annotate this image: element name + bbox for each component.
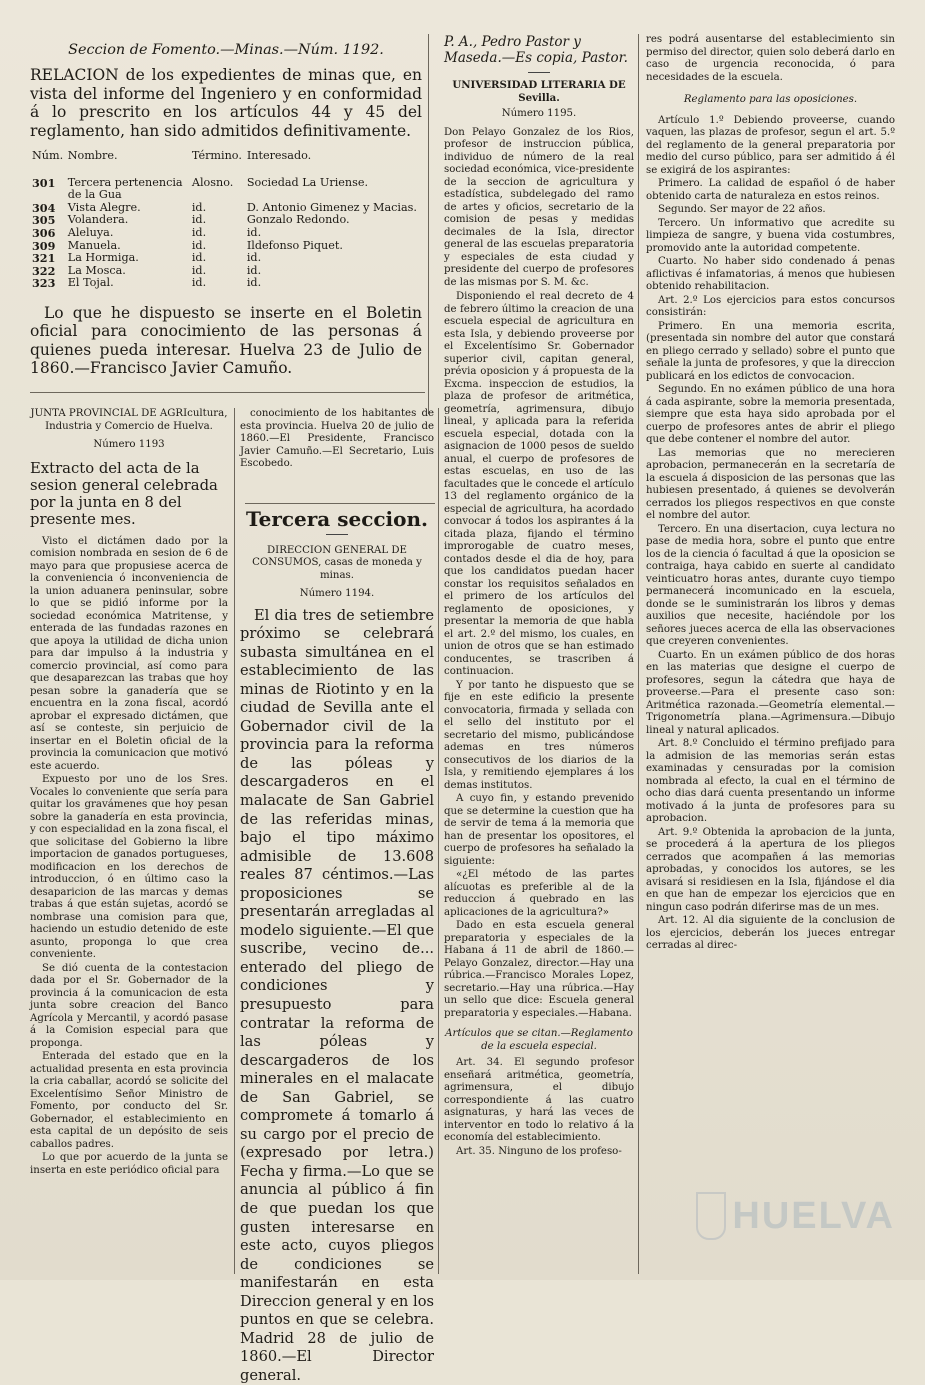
mina-interesado: Sociedad La Uriense. bbox=[245, 177, 422, 202]
col4-paragraph: Las memorias que no merecieren aprobacion, permanecerán en la secretaría de la escuela á disposicion de las personas que las hubiesen presentado, á quienes se devolverán cerrados los pliegos respectivos en que conste el nombre del autor. bbox=[646, 448, 895, 523]
mina-termino: Alosno. bbox=[190, 177, 245, 202]
mina-termino: id. bbox=[190, 277, 245, 290]
mina-interesado: D. Antonio Gimenez y Macias. bbox=[245, 202, 422, 215]
mina-termino: id. bbox=[190, 214, 245, 227]
articulos-heading: Artículos que se citan.—Reglamento de la escuela especial. bbox=[444, 1028, 634, 1053]
junta-title: JUNTA PROVINCIAL DE AGRIcultura, Industria y Comercio de Huelva. bbox=[30, 408, 228, 433]
col4-top-paragraph: res podrá ausentarse del establecimiento sin permiso del director, quien solo deberá darlo en caso de urgencia reconocida, ó para necesidades de la escuela. bbox=[646, 34, 895, 84]
column-two bbox=[240, 408, 434, 1274]
mina-nombre: La Hormiga. bbox=[66, 252, 190, 265]
header-termino: Término. bbox=[190, 150, 245, 177]
extracto-heading: Extracto del acta de la sesion general celebrada por la junta en 8 del presente mes. bbox=[30, 460, 228, 528]
huelva-watermark bbox=[696, 1192, 895, 1240]
mina-interesado: id. bbox=[245, 227, 422, 240]
col4-paragraph: Art. 8.º Concluido el término prefijado para la admision de las memorias serán estas examinadas y censuradas por la comision nombrada al efecto, la cual en el término de ocho dias dará cuenta presentando un informe motivado á la junta de profesores para su aprobacion. bbox=[646, 738, 895, 826]
mina-termino: id. bbox=[190, 227, 245, 240]
column-three bbox=[444, 34, 634, 1274]
mina-nombre: El Tojal. bbox=[66, 277, 190, 290]
mina-num: 322 bbox=[30, 265, 66, 278]
art34-paragraph: Art. 34. El segundo profesor enseñará aritmética, geometría, agrimensura, el dibujo correspondiente á las cuatro asignaturas, y hará las veces de interventor en todo lo relativo á la economía del establecimiento. bbox=[444, 1057, 634, 1145]
tercera-numero: Número 1194. bbox=[240, 588, 434, 601]
table-row bbox=[30, 252, 422, 265]
mina-termino: id. bbox=[190, 240, 245, 253]
table-row bbox=[30, 177, 422, 202]
tercera-body: El dia tres de setiembre próximo se celebrará subasta simultánea en el establecimiento de las minas de Riotinto y en la ciudad de Sevilla ante el Gobernador civil de la provincia para la reforma de las póleas y descargaderos en el malacate de San Gabriel de las referidas minas, bajo el tipo máximo admisible de 13.608 reales 87 céntimos.—Las proposiciones se presentarán arregladas al modelo siguiente.—El que suscribe, vecino de... enterado del pliego de condiciones y presupuesto para contratar la reforma de las póleas y descargaderos de los minerales en el malacate de San Gabriel, se compromete á tomarlo á su cargo por el precio de (expresado por letra.) Fecha y firma.—Lo que se anuncia al público á fin de que puedan los que gusten interesarse en este acto, cuyos pliegos de condiciones se manifestarán en esta Direccion general y en los puntos en que se celebra. Madrid 28 de julio de 1860.—El Director general. bbox=[240, 607, 434, 1385]
col3-paragraph: Disponiendo el real decreto de 4 de febrero último la creacion de una escuela especial de agricultura en esta Isla, y debiendo proveerse por el Excelentísimo Sr. Gobernador superior civil, capitan general, prévia oposicion y á propuesta de la Excma. inspeccion de estudios, la plaza de profesor de aritmética, geometría, agrimensura, dibujo lineal, y aplicada para la referida escuela especial, dotada con la asignacion de 1000 pesos de sueldo anual, el cuerpo de profesores de estas escuelas, en uso de las facultades que le concede el artículo 13 del reglamento orgánico de la especial de agricultura, ha acordado convocar á todos los aspirantes á la citada plaza, fijando el término improrogable de cuatro meses, contados desde el dia de hoy, para que los candidatos puedan hacer constar los requisitos señalados en el primero de los artículos del reglamento de oposiciones, y presentar la memoria de que habla el art. 2.º del mismo, los cuales, en union de otros que se han estimado conducentes, se trascriben á continuacion. bbox=[444, 291, 634, 679]
mina-num: 323 bbox=[30, 277, 66, 290]
mina-nombre: La Mosca. bbox=[66, 265, 190, 278]
mina-num: 321 bbox=[30, 252, 66, 265]
col4-paragraph: Primero. La calidad de español ó de haber obtenido carta de naturaleza en estos reinos. bbox=[646, 178, 895, 203]
closing-paragraph: Lo que he dispuesto se inserte en el Boletin oficial para conocimiento de las personas á quienes pueda interesar. Huelva 23 de Julio de 1860.—Francisco Javier Camuño. bbox=[30, 304, 422, 378]
column-four bbox=[646, 34, 895, 1274]
column-rule bbox=[428, 34, 429, 414]
mina-interesado: id. bbox=[245, 277, 422, 290]
mina-interesado: id. bbox=[245, 265, 422, 278]
dash-divider bbox=[326, 534, 348, 535]
shield-icon bbox=[696, 1192, 726, 1240]
header-nombre: Nombre. bbox=[66, 150, 190, 177]
mina-nombre: Volandera. bbox=[66, 214, 190, 227]
col4-paragraph: Segundo. En no exámen público de una hora á cada aspirante, sobre la memoria presentada, siempre que esta haya sido aprobada por el cuerpo de profesores antes de abrir el pliego que debe contener el nombre del autor. bbox=[646, 384, 895, 447]
mina-termino: id. bbox=[190, 202, 245, 215]
header-num: Núm. bbox=[30, 150, 66, 177]
mina-interesado: Ildefonso Piquet. bbox=[245, 240, 422, 253]
col3-paragraph: A cuyo fin, y estando prevenido que se determine la cuestion que ha de servir de tema á la memoria que han de presentar los opositores, el cuerpo de profesores ha señalado la siguiente: bbox=[444, 793, 634, 868]
col4-paragraph: Cuarto. En un exámen público de dos horas en las materias que designe el cuerpo de profesores, segun la cátedra que haya de proveerse.—Para el presente caso son: Aritmética razonada.—Geometría elemental.—Trigonometría plana.—Agrimensura.—Dibujo lineal y natural aplicados. bbox=[646, 650, 895, 738]
col4-paragraph: Tercero. En una disertacion, cuya lectura no pase de media hora, sobre el punto que entre los de la ciencia ó facultad á que la oposicion se contraiga, haya cabido en suerte al candidato veinticuatro horas antes, durante cuyo tiempo permanecerá incomunicado en la escuela, donde se le suministrarán los libros y demas auxilios que necesite, haciéndole por los señores jueces acerca de ella las observaciones que creyeren convenientes. bbox=[646, 524, 895, 649]
junta-paragraph: Se dió cuenta de la contestacion dada por el Sr. Gobernador de la provincia á la comunicacion de esta junta sobre creacion del Banco Agrícola y Mercantil, y acordó pasase á la Comision especial para que proponga. bbox=[30, 963, 228, 1051]
mina-termino: id. bbox=[190, 265, 245, 278]
art35-paragraph: Art. 35. Ninguno de los profeso- bbox=[444, 1146, 634, 1159]
tercera-heading: Tercera seccion. bbox=[240, 507, 434, 531]
mina-num: 309 bbox=[30, 240, 66, 253]
column-rule bbox=[234, 408, 235, 1274]
minas-table bbox=[30, 150, 422, 290]
mina-interesado: id. bbox=[245, 252, 422, 265]
col3-paragraph: Y por tanto he dispuesto que se fije en este edificio la presente convocatoria, firmada y sellada con el sello del instituto por el secretario del mismo, publicándose ademas en tres números consecutivos de los diarios de la Isla, y remitiendo ejemplares á los demas institutos. bbox=[444, 680, 634, 793]
section-divider bbox=[30, 392, 425, 393]
table-row bbox=[30, 277, 422, 290]
col4-paragraph: Cuarto. No haber sido condenado á penas aflictivas é infamatorias, á menos que hubiesen obtenido rehabilitacion. bbox=[646, 256, 895, 294]
column-rule bbox=[438, 408, 439, 1274]
col3-intro: Don Pelayo Gonzalez de los Rios, profesor de instruccion pública, individuo de número de la real sociedad económica, vice-presidente de la seccion de agricultura y estadística, subdelegado del ramo de artes y oficios, secretario de la comision de pesas y medidas decimales de la Isla, director general de las escuelas preparatoria y especiales de esta ciudad y presidente del cuerpo de profesores de las mismas por S. M. &c. bbox=[444, 127, 634, 290]
col4-paragraph: Art. 12. Al dia siguiente de la conclusion de los ejercicios, deberán los jueces entregar cerradas al direc- bbox=[646, 915, 895, 953]
relacion-paragraph: RELACION de los expedientes de minas que, en vista del informe del Ingeniero y en conformidad á lo prescrito en los artículos 44 y 45 del reglamento, han sido admitidos definitivamente. bbox=[30, 66, 422, 140]
copy-line: P. A., Pedro Pastor y Maseda.—Es copia, Pastor. bbox=[444, 34, 634, 66]
reglamento-heading: Reglamento para las oposiciones. bbox=[646, 94, 895, 107]
junta-paragraph: Visto el dictámen dado por la comision nombrada en sesion de 6 de mayo para que propusiese acerca de la conveniencia ó inconveniencia de la union aduanera peninsular, sobre lo que se pidió informe por la sociedad económica Matritense, y enterada de las fundadas razones en que apoya la utilidad de dicha union para dar impulso á la industria y comercio provincial, así como para que desaparezcan las trabas que hoy pesan sobre la ganadería que se encuentra en la zona fiscal, acordó aprobar el expresado dictámen, que así se conteste, sin perjuicio de insertar en el Boletin oficial de la provincia la comunicacion que motivó este acuerdo. bbox=[30, 536, 228, 774]
col4-paragraph: Segundo. Ser mayor de 22 años. bbox=[646, 204, 895, 217]
mina-nombre: Tercera pertenencia de la Gua bbox=[66, 177, 190, 202]
col4-paragraph: Art. 9.º Obtenida la aprobacion de la junta, se procederá á la apertura de los pliegos cerrados que acompañen á las memorias aprobadas, y conocidos los autores, se les avisará si residiesen en la Isla, fijándose el dia en que han de empezar los ejercicios que en ningun caso podrán diferirse mas de un mes. bbox=[646, 827, 895, 915]
col3-numero: Número 1195. bbox=[444, 108, 634, 121]
dash-divider bbox=[528, 72, 550, 73]
col2-top-paragraph: conocimiento de los habitantes de esta provincia. Huelva 20 de julio de 1860.—El Presidente, Francisco Javier Camuño.—El Secretario, Luis Escobedo. bbox=[240, 408, 434, 471]
mina-nombre: Aleluya. bbox=[66, 227, 190, 240]
junta-paragraph: Lo que por acuerdo de la junta se inserta en este periódico oficial para bbox=[30, 1152, 228, 1177]
section-heading: Seccion de Fomento.—Minas.—Núm. 1192. bbox=[30, 42, 422, 58]
junta-paragraph: Enterada del estado que en la actualidad presenta en esta provincia la cria caballar, acordó se solicite del Excelentísimo Señor Ministro de Fomento, por conducto del Sr. Gobernador, el establecimiento en esta capital de un depósito de seis caballos padres. bbox=[30, 1051, 228, 1151]
mina-interesado: Gonzalo Redondo. bbox=[245, 214, 422, 227]
mina-nombre: Vista Alegre. bbox=[66, 202, 190, 215]
direccion-heading: DIRECCION GENERAL DE CONSUMOS, casas de moneda y minas. bbox=[240, 545, 434, 583]
mina-termino: id. bbox=[190, 252, 245, 265]
mina-num: 305 bbox=[30, 214, 66, 227]
col3-paragraph: «¿El método de las partes alícuotas es preferible al de la reduccion á quebrado en las aplicaciones de la agricultura?» bbox=[444, 869, 634, 919]
mina-num: 304 bbox=[30, 202, 66, 215]
table-header-row bbox=[30, 150, 422, 177]
col4-paragraph: Primero. En una memoria escrita, (presentada sin nombre del autor que constará en pliego cerrado y sellado) sobre el punto que señale la junta de profesores, y que la direccion publicará en los edictos de convocacion. bbox=[646, 321, 895, 384]
mina-num: 301 bbox=[30, 177, 66, 202]
col4-paragraph: Tercero. Un informativo que acredite su limpieza de sangre, y buena vida costumbres, promovido ante la autoridad competente. bbox=[646, 218, 895, 256]
junta-numero: Número 1193 bbox=[30, 439, 228, 452]
watermark-text: HUELVA bbox=[732, 1195, 895, 1238]
junta-section bbox=[30, 408, 228, 1274]
header-interesado: Interesado. bbox=[245, 150, 422, 177]
col4-paragraph: Art. 2.º Los ejercicios para estos concursos consistirán: bbox=[646, 295, 895, 320]
col4-paragraph: Artículo 1.º Debiendo proveerse, cuando vaquen, las plazas de profesor, segun el art. 5.º del reglamento de la general preparatoria por medio del curso público, para ser admitido á él se exigirá de los aspirantes: bbox=[646, 115, 895, 178]
universidad-heading: UNIVERSIDAD LITERARIA DE Sevilla. bbox=[444, 79, 634, 104]
minas-section bbox=[30, 42, 422, 386]
mina-nombre: Manuela. bbox=[66, 240, 190, 253]
junta-paragraph: Expuesto por uno de los Sres. Vocales lo conveniente que sería para quitar los gravámenes que hoy pesan sobre la ganadería en esta provincia, y con especialidad en la zona fiscal, el que solicitase del Gobierno la libre importacion de ganados portugueses, modificacion en los derechos de introduccion, ó en último caso la desaparicion de las marcas y demas trabas á que están sujetas, acordó se nombrase una comision para que, haciendo un estudio detenido de este asunto, proponga lo que crea conveniente. bbox=[30, 774, 228, 962]
table-row bbox=[30, 227, 422, 240]
col3-paragraph: Dado en esta escuela general preparatoria y especiales de la Habana á 11 de abril de 1860.—Pelayo Gonzalez, director.—Hay una rúbrica.—Francisco Morales Lopez, secretario.—Hay una rúbrica.—Hay un sello que dice: Escuela general preparatoria y especiales.—Habana. bbox=[444, 920, 634, 1020]
mina-num: 306 bbox=[30, 227, 66, 240]
column-rule bbox=[638, 34, 639, 1274]
